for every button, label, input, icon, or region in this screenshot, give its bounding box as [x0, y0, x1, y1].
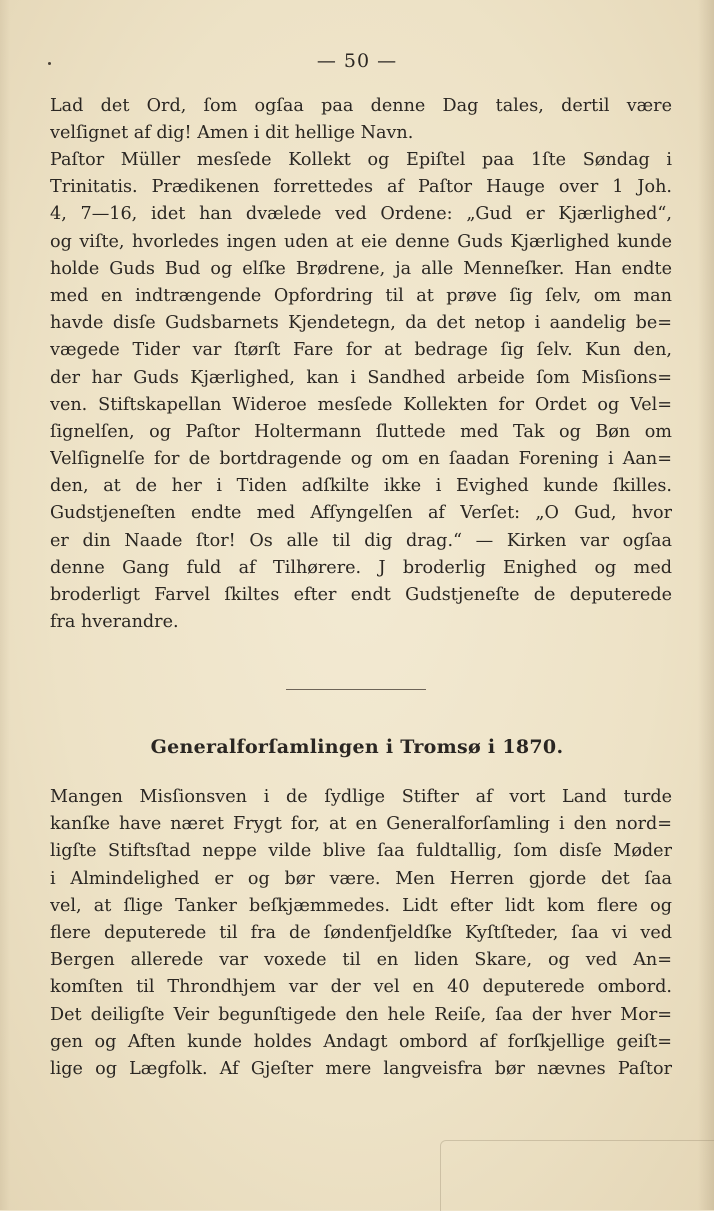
- text-line: velſignet af dig! Amen i dit hellige Navn.: [50, 123, 414, 144]
- text-line: med en indtrængende Opfordring til at prøve ſig ſelv, om man: [50, 285, 672, 306]
- paragraph-closing-prayer: [50, 93, 672, 147]
- text-line: lige og Lægfolk. Af Gjeſter mere langveisfra bør nævnes Paſtor: [50, 1058, 672, 1079]
- text-line: broderligt Farvel ſkiltes efter endt Gudstjeneſte de deputerede: [50, 585, 672, 605]
- page-corner-crease: [440, 1140, 714, 1211]
- text-line: havde disſe Gudsbarnets Kjendetegn, da det netop i aandelig be=: [50, 313, 672, 334]
- text-line: Det deiligſte Veir begunſtigede den hele Reiſe, ſaa der hver Mor=: [50, 1004, 672, 1025]
- text-line: er din Naade ſtor! Os alle til dig drag.“ — Kirken var ogſaa: [50, 530, 672, 551]
- text-line: Bergen allerede var voxede til en liden Skare, og ved An=: [50, 950, 672, 971]
- paragraph-general-assembly: [50, 784, 672, 1083]
- paragraph-service-report: [50, 147, 672, 636]
- text-line: flere deputerede til fra de ſøndenfjeldſke Kyſtſteder, ſaa vi ved: [50, 922, 672, 943]
- text-line: ven. Stiftskapellan Wideroe mesſede Kollekten for Ordet og Vel=: [50, 394, 672, 415]
- text-line: den, at de her i Tiden adſkilte ikke i Evighed kunde ſkilles.: [50, 476, 672, 497]
- page-number: — 50 —: [316, 50, 398, 72]
- text-line: der har Guds Kjærlighed, kan i Sandhed arbeide ſom Misſions=: [50, 367, 672, 388]
- text-line: fra hverandre.: [50, 612, 179, 633]
- text-line: i Almindelighed er og bør være. Men Herren gjorde det ſaa: [50, 868, 672, 889]
- page-gutter-shadow: [0, 0, 10, 1210]
- text-line: Mangen Misſionsven i de ſydlige Stifter af vort Land turde: [50, 787, 672, 807]
- text-line: Lad det Ord, ſom ogſaa paa denne Dag tales, dertil være: [50, 96, 672, 116]
- text-line: 4, 7—16, idet han dvælede ved Ordene: „Gud er Kjærlighed“,: [50, 204, 672, 225]
- text-line: kanſke have næret Frygt for, at en Generalforſamling i den nord=: [50, 814, 672, 835]
- text-line: og viſte, hvorledes ingen uden at eie denne Guds Kjærlighed kunde: [50, 231, 672, 252]
- text-line: holde Guds Bud og elſke Brødrene, ja alle Menneſker. Han endte: [50, 258, 672, 279]
- text-line: Gudstjeneſten endte med Afſyngelſen af Verſet: „O Gud, hvor: [50, 503, 672, 524]
- text-line: Velſignelſe for de bortdragende og om en ſaadan Forening i Aan=: [50, 449, 672, 470]
- text-line: gen og Aften kunde holdes Andagt ombord af forſkjellige geiſt=: [50, 1031, 672, 1052]
- text-line: ſignelſen, og Paſtor Holtermann ſluttede med Tak og Bøn om: [50, 421, 672, 442]
- section-divider: [286, 689, 426, 690]
- text-line: vel, at ſlige Tanker beſkjæmmedes. Lidt efter lidt kom flere og: [50, 895, 672, 916]
- page-edge-shadow: [698, 0, 714, 1210]
- text-line: denne Gang fuld af Tilhørere. J broderlig Enighed og med: [50, 557, 672, 578]
- text-line: Paſtor Müller mesſede Kollekt og Epiſtel paa 1ſte Søndag i: [50, 150, 672, 170]
- text-line: ligſte Stiftsſtad neppe vilde blive ſaa fuldtallig, ſom disſe Møder: [50, 841, 672, 862]
- text-line: Trinitatis. Prædikenen forrettedes af Paſtor Hauge over 1 Joh.: [50, 177, 672, 198]
- text-line: vægede Tider var ſtørſt Fare for at bedrage ſig ſelv. Kun den,: [50, 340, 672, 361]
- text-line: komſten til Throndhjem var der vel en 40 deputerede ombord.: [50, 977, 672, 998]
- section-heading: Generalforſamlingen i Tromsø i 1870.: [150, 736, 564, 758]
